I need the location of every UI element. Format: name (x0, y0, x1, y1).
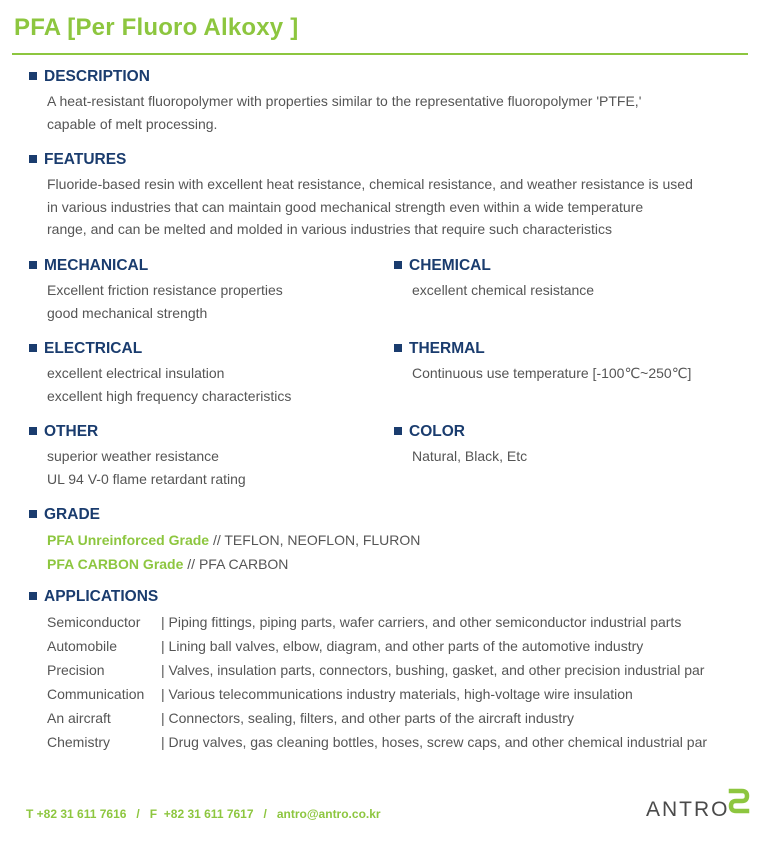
other-line: superior weather resistance (47, 448, 219, 464)
application-description: | Piping fittings, piping parts, wafer carriers, and other semiconductor industrial parts (161, 614, 682, 630)
other-line: UL 94 V-0 flame retardant rating (47, 470, 246, 487)
application-description: | Drug valves, gas cleaning bottles, hoses, screw caps, and other chemical industrial par (161, 734, 708, 750)
square-bullet-icon (29, 592, 37, 600)
application-description: | Various telecommunications industry materials, high-voltage wire insulation (161, 686, 633, 702)
section-heading: APPLICATIONS (44, 588, 159, 605)
applications-table (29, 610, 735, 754)
application-category: Precision (47, 662, 105, 678)
chemical-line: excellent chemical resistance (412, 282, 595, 298)
table-row (47, 706, 735, 730)
grade-item (47, 552, 420, 576)
color-line: Natural, Black, Etc (412, 448, 528, 464)
application-description: | Connectors, sealing, filters, and other parts of the aircraft industry (161, 710, 574, 726)
section-features (29, 150, 693, 241)
section-heading: COLOR (409, 423, 465, 440)
square-bullet-icon (29, 344, 37, 352)
table-row (47, 610, 735, 634)
square-bullet-icon (394, 261, 402, 269)
features-line: Fluoride-based resin with excellent heat resistance, chemical resistance, and weather resistance is used (47, 176, 693, 192)
table-row (47, 730, 735, 754)
footer-contact: T +82 31 611 7616 / F +82 31 611 7617 / antro@antro.co.kr (26, 807, 381, 821)
electrical-line: excellent electrical insulation (47, 365, 225, 381)
application-category: Communication (47, 686, 145, 702)
square-bullet-icon (29, 427, 37, 435)
section-heading: GRADE (44, 506, 100, 523)
square-bullet-icon (29, 155, 37, 163)
section-grade (29, 505, 420, 576)
grade-detail: // TEFLON, NEOFLON, FLURON (209, 532, 421, 548)
section-heading: CHEMICAL (409, 257, 491, 274)
table-row (47, 634, 735, 658)
section-other (29, 422, 246, 490)
section-heading: THERMAL (409, 340, 485, 357)
table-row (47, 682, 735, 706)
grade-detail: // PFA CARBON (183, 556, 289, 572)
application-category: Chemistry (47, 734, 111, 750)
square-bullet-icon (394, 344, 402, 352)
application-category: Semiconductor (47, 614, 141, 630)
square-bullet-icon (29, 72, 37, 80)
electrical-line: excellent high frequency characteristics (47, 387, 292, 404)
section-heading: DESCRIPTION (44, 68, 150, 85)
logo-text: ANTRO (646, 798, 730, 821)
grade-name: PFA CARBON Grade (47, 556, 184, 572)
mechanical-line: Excellent friction resistance properties (47, 282, 283, 298)
mechanical-line: good mechanical strength (47, 304, 208, 321)
description-line: capable of melt processing. (47, 115, 218, 132)
application-description: | Valves, insulation parts, connectors, bushing, gasket, and other precision industrial par (161, 662, 705, 678)
logo-mark-icon (728, 788, 750, 814)
section-heading: MECHANICAL (44, 257, 149, 274)
features-line: range, and can be melted and molded in various industries that require such characteristics (47, 221, 612, 237)
section-description (29, 67, 641, 135)
application-category: Automobile (47, 638, 118, 654)
thermal-line: Continuous use temperature [-100℃~250℃] (412, 365, 692, 381)
section-color (394, 422, 527, 468)
application-category: An aircraft (47, 710, 111, 726)
section-heading: OTHER (44, 423, 99, 440)
title-divider (12, 53, 748, 55)
section-electrical (29, 339, 291, 407)
application-description: | Lining ball valves, elbow, diagram, and other parts of the automotive industry (161, 638, 644, 654)
section-applications (29, 587, 735, 754)
section-mechanical (29, 256, 283, 324)
square-bullet-icon (29, 261, 37, 269)
square-bullet-icon (29, 510, 37, 518)
grade-name: PFA Unreinforced Grade (47, 532, 210, 548)
description-line: A heat-resistant fluoropolymer with properties similar to the representative fluoropolymer 'PTFE,' (47, 93, 642, 109)
section-thermal (394, 339, 691, 385)
section-chemical (394, 256, 594, 302)
table-row (47, 658, 735, 682)
features-line: in various industries that can maintain good mechanical strength even within a wide temperature (47, 198, 644, 215)
section-heading: FEATURES (44, 151, 127, 168)
antro-logo (646, 788, 750, 822)
grade-item (47, 528, 420, 552)
page-title: PFA [Per Fluoro Alkoxy ] (14, 14, 299, 41)
section-heading: ELECTRICAL (44, 340, 143, 357)
square-bullet-icon (394, 427, 402, 435)
